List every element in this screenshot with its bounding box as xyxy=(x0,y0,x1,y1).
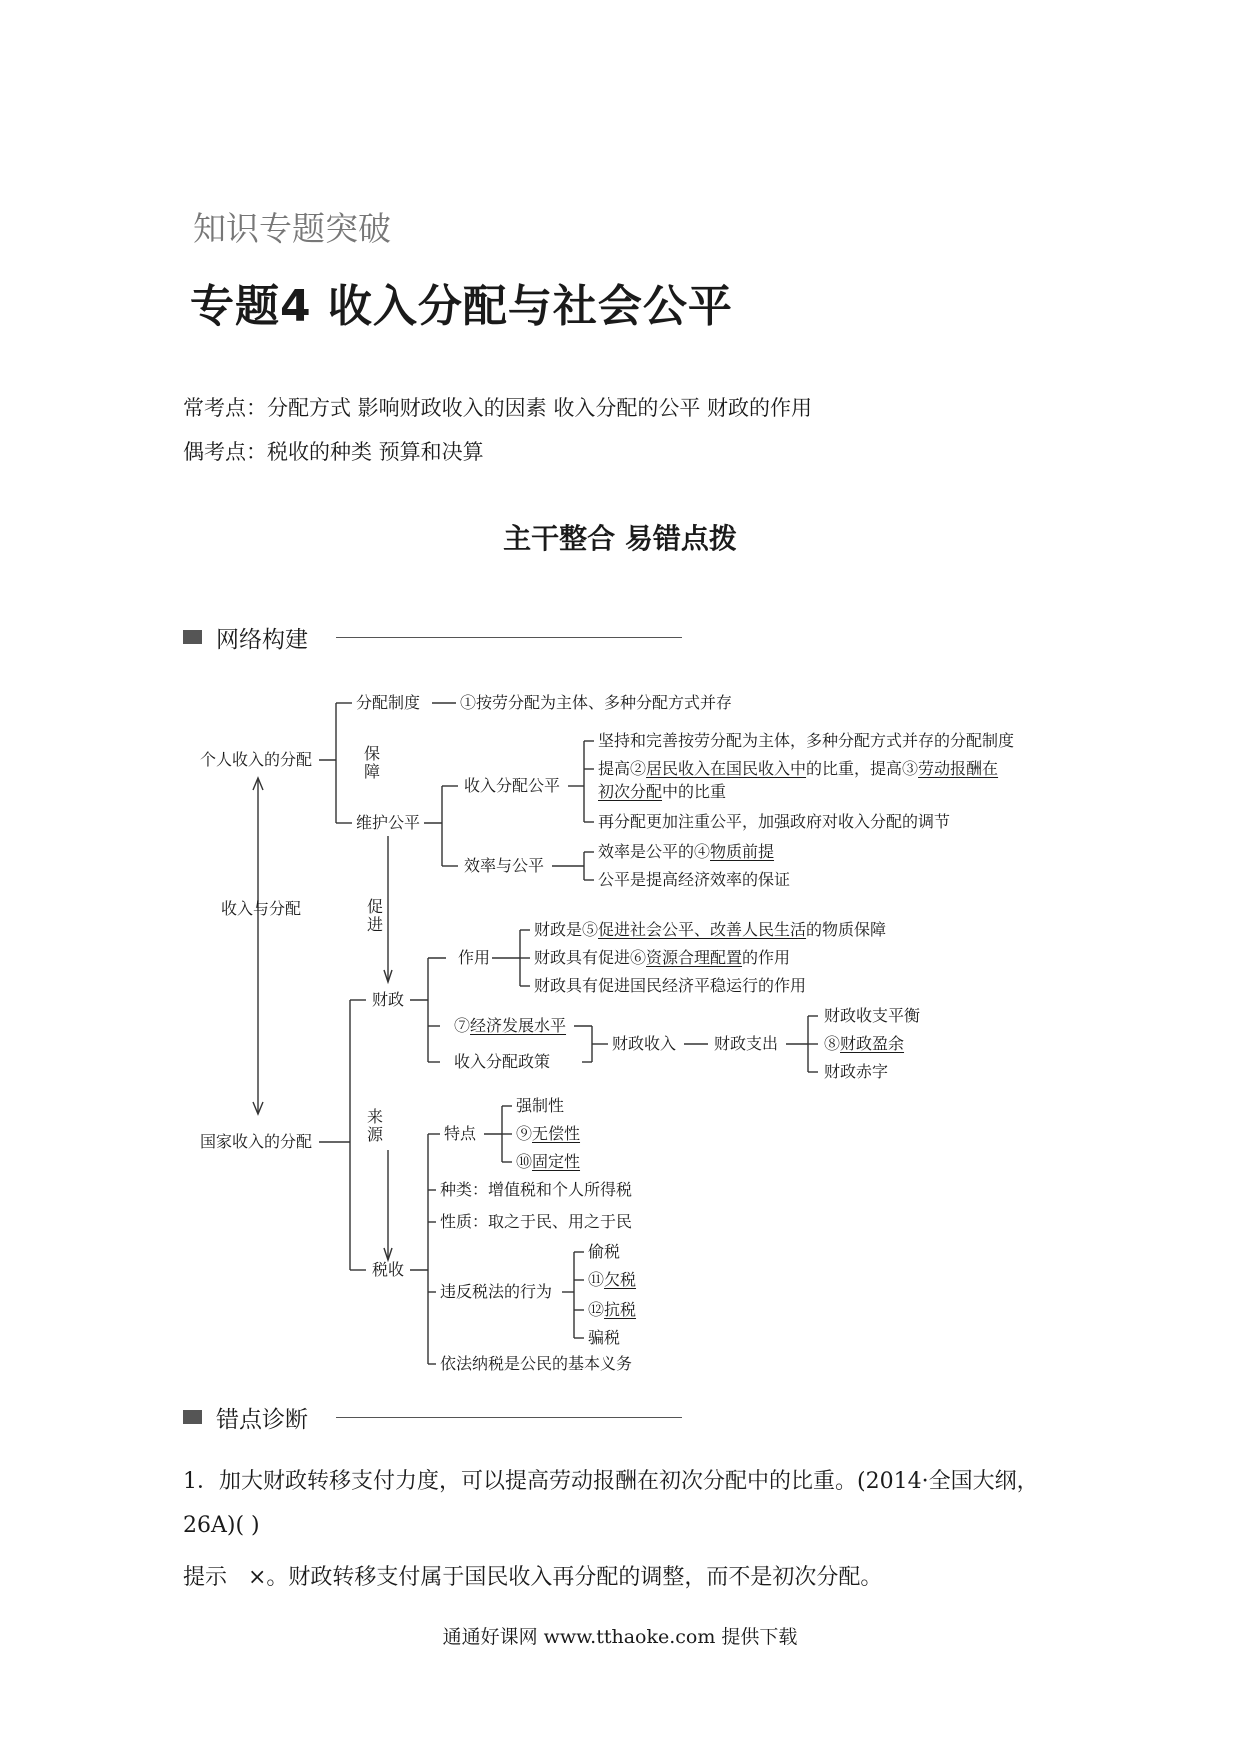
efficiency-item-1: 效率是公平的④物质前提 xyxy=(598,842,775,861)
fiscal-deficit: 财政赤字 xyxy=(824,1062,889,1081)
feature-item-3: ⑩固定性 xyxy=(516,1152,581,1171)
feature-item-2: ⑨无偿性 xyxy=(516,1124,581,1143)
node-efficiency-fairness: 效率与公平 xyxy=(464,856,545,875)
role-item-1: 财政是⑤促进社会公平、改善人民生活的物质保障 xyxy=(534,920,887,939)
node-maintain-fairness: 维护公平 xyxy=(356,813,421,832)
node-personal-income: 个人收入的分配 xyxy=(200,750,313,769)
fiscal-surplus: ⑧财政盈余 xyxy=(824,1034,905,1053)
node-tax-violations: 违反税法的行为 xyxy=(440,1282,553,1301)
page-footer: 通通好课网 www.tthaoke.com 提供下载 xyxy=(442,1626,798,1648)
violation-item-2: ⑪欠税 xyxy=(588,1270,637,1289)
tax-duty: 依法纳税是公民的基本义务 xyxy=(440,1354,633,1373)
fiscal-balance: 财政收支平衡 xyxy=(824,1006,921,1025)
section-divider xyxy=(336,1417,682,1418)
role-item-3: 财政具有促进国民经济平稳运行的作用 xyxy=(534,976,807,995)
question-hint xyxy=(183,1560,882,1591)
item-distribution-system: ①按劳分配为主体、多种分配方式并存 xyxy=(460,693,733,712)
node-tax: 税收 xyxy=(372,1260,405,1279)
node-income-distribution: 收入与分配 xyxy=(221,899,302,918)
page-kicker: 知识专题突破 xyxy=(193,209,391,248)
main-title: 主干整合 易错点拨 xyxy=(503,522,737,555)
violation-item-4: 骗税 xyxy=(588,1328,621,1347)
hint-text: ×。财政转移支付属于国民收入再分配的调整，而不是初次分配。 xyxy=(248,1565,883,1590)
fairness-item-3: 再分配更加注重公平，加强政府对收入分配的调节 xyxy=(598,812,951,831)
node-tax-features: 特点 xyxy=(444,1124,477,1143)
fairness-item-2-cont: 初次分配中的比重 xyxy=(598,782,727,801)
hint-label: 提示 xyxy=(183,1565,228,1590)
node-national-income: 国家收入的分配 xyxy=(200,1132,313,1151)
node-economic-level: ⑦经济发展水平 xyxy=(454,1016,567,1035)
node-finance-role: 作用 xyxy=(458,948,491,967)
feature-item-1: 强制性 xyxy=(516,1096,565,1115)
label-source: 来源 xyxy=(366,1107,383,1144)
role-item-2: 财政具有促进⑥资源合理配置的作用 xyxy=(534,948,791,967)
efficiency-item-2: 公平是提高经济效率的保证 xyxy=(598,870,791,889)
common-points: 常考点：分配方式 影响财政收入的因素 收入分配的公平 财政的作用 xyxy=(183,396,813,420)
section-errors-label: 错点诊断 xyxy=(216,1406,308,1433)
question-line-1: 1．加大财政转移支付力度，可以提高劳动报酬在初次分配中的比重。(2014·全国大纲， xyxy=(183,1469,1039,1494)
violation-item-3: ⑫抗税 xyxy=(588,1300,637,1319)
question-line-2: 26A)( ) xyxy=(183,1513,260,1538)
node-income-fairness: 收入分配公平 xyxy=(464,776,561,795)
node-fiscal-income: 财政收入 xyxy=(612,1034,677,1053)
node-distribution-system: 分配制度 xyxy=(356,693,421,712)
section-errors xyxy=(183,1402,308,1432)
page-title: 专题4 收入分配与社会公平 xyxy=(190,281,733,332)
fairness-item-1: 坚持和完善按劳分配为主体，多种分配方式并存的分配制度 xyxy=(598,731,1015,750)
node-income-policy: 收入分配政策 xyxy=(454,1052,551,1071)
tax-nature: 性质：取之于民、用之于民 xyxy=(440,1212,633,1231)
tax-kinds: 种类：增值税和个人所得税 xyxy=(440,1180,633,1199)
label-guarantee: 保障 xyxy=(363,744,380,781)
occasional-points: 偶考点：税收的种类 预算和决算 xyxy=(183,440,484,464)
violation-item-1: 偷税 xyxy=(588,1242,621,1261)
section-network-label: 网络构建 xyxy=(216,626,308,653)
fairness-item-2: 提高②居民收入在国民收入中的比重，提高③劳动报酬在 xyxy=(598,759,999,778)
label-promote: 促进 xyxy=(366,897,383,934)
node-fiscal-expenditure: 财政支出 xyxy=(714,1034,779,1053)
node-finance: 财政 xyxy=(372,990,405,1009)
section-marker-icon xyxy=(183,1410,202,1424)
